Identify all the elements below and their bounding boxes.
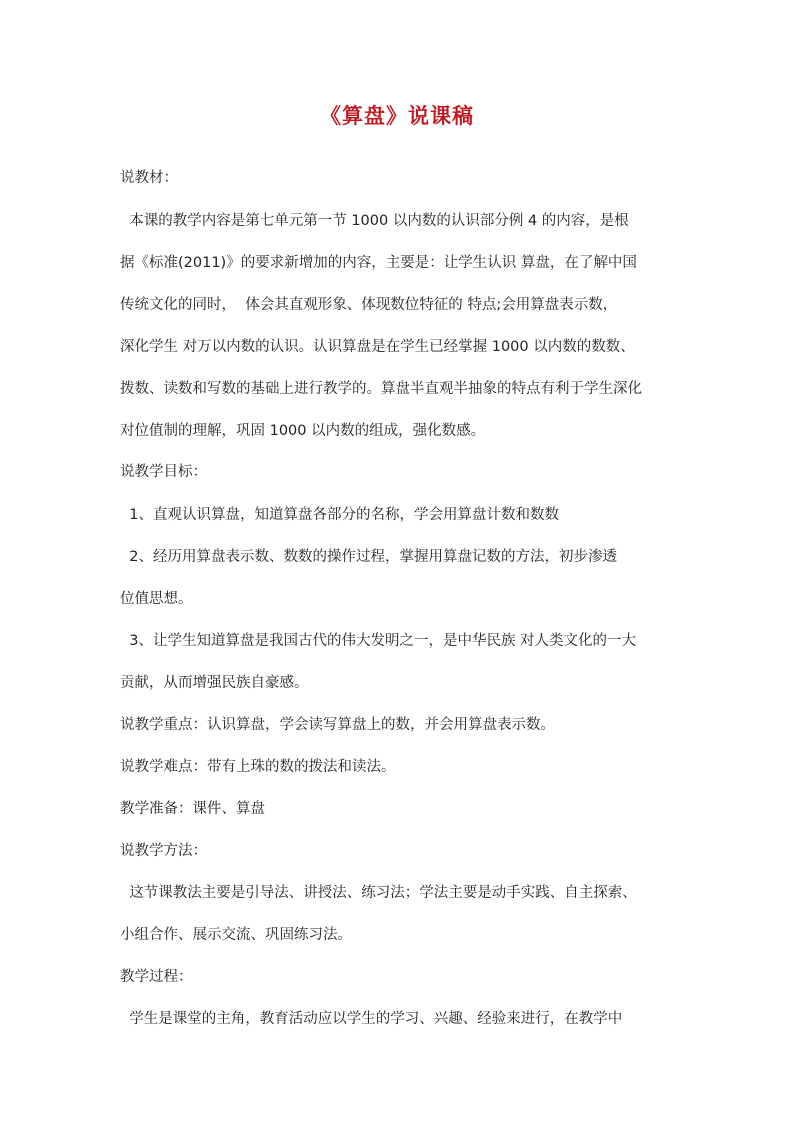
section-heading-methods: 说教学方法： [120, 843, 207, 859]
paragraph-line: 学生是课堂的主角，教育活动应以学生的学习、兴趣、经验来进行，在教学中 [120, 1011, 623, 1027]
paragraph-line: 对位值制的理解，巩固 1000 以内数的组成，强化数感。 [120, 423, 486, 439]
paragraph-line: 这节课教法主要是引导法、讲授法、练习法；学法主要是动手实践、自主探索、 [120, 885, 637, 901]
section-difficulties: 说教学难点：带有上珠的数的拨法和读法。 [120, 759, 396, 775]
section-heading-process: 教学过程： [120, 969, 193, 985]
section-heading-goals: 说教学目标： [120, 464, 207, 480]
paragraph-line: 传统文化的同时， 体会其直观形象、体现数位特征的 特点;会用算盘表示数， [120, 297, 618, 313]
paragraph-line: 拨数、读数和写数的基础上进行教学的。算盘半直观半抽象的特点有利于学生深化 [120, 381, 642, 397]
paragraph-line: 贡献，从而增强民族自豪感。 [120, 675, 309, 691]
goal-item-1: 1、直观认识算盘，知道算盘各部分的名称，学会用算盘计数和数数 [120, 507, 559, 523]
section-preparation: 教学准备：课件、算盘 [120, 801, 265, 817]
paragraph-line: 位值思想。 [120, 591, 193, 607]
paragraph-line: 深化学生 对万以内数的认识。认识算盘是在学生已经掌握 1000 以内数的数数、 [120, 339, 635, 355]
goal-item-2: 2、经历用算盘表示数、数数的操作过程，掌握用算盘记数的方法，初步渗透 [120, 549, 617, 565]
paragraph-line: 本课的教学内容是第七单元第一节 1000 以内数的认识部分例 4 的内容，是根 [120, 213, 629, 229]
document-title: 《算盘》说课稿 [320, 103, 474, 128]
paragraph-line: 据《标准(2011)》的要求新增加的内容，主要是：让学生认识 算盘，在了解中国 [120, 255, 637, 271]
section-heading-textbook: 说教材： [120, 170, 178, 186]
goal-item-3: 3、让学生知道算盘是我国古代的伟大发明之一，是中华民族 对人类文化的一大 [120, 633, 637, 649]
section-key-points: 说教学重点：认识算盘，学会读写算盘上的数，并会用算盘表示数。 [120, 717, 555, 733]
paragraph-line: 小组合作、展示交流、巩固练习法。 [120, 927, 352, 943]
